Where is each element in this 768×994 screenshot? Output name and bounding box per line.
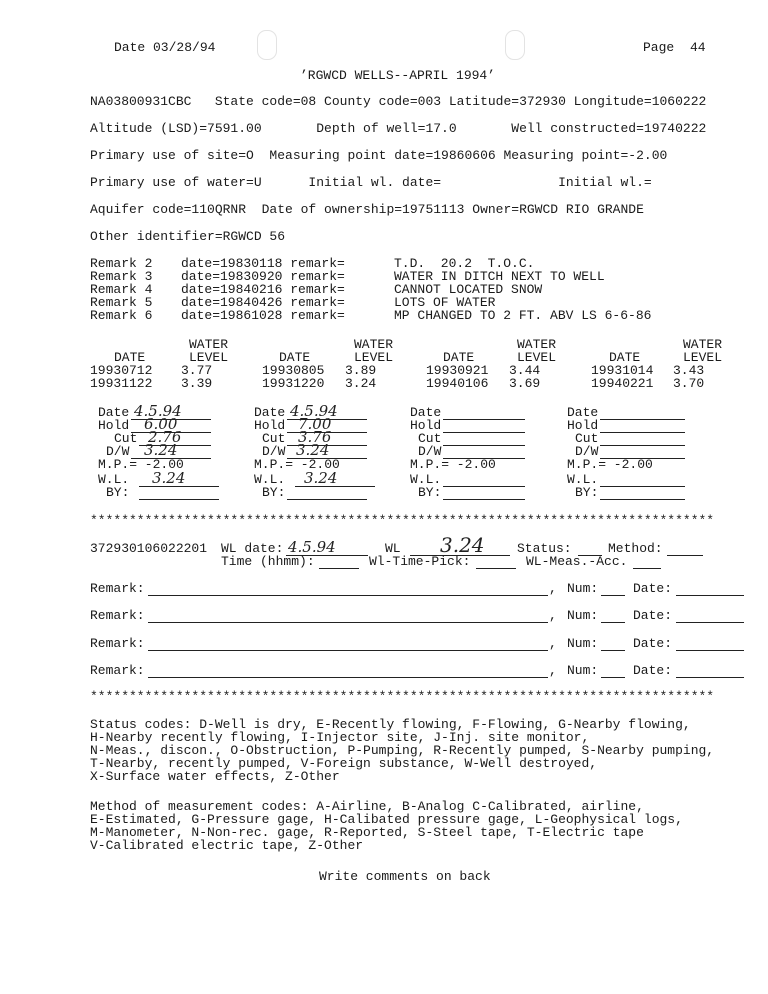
measure-cut-field[interactable] bbox=[600, 445, 685, 446]
table-cell: 3.77 bbox=[181, 363, 213, 378]
measure-cut-field[interactable] bbox=[443, 445, 525, 446]
measure-hold-label: Hold bbox=[410, 418, 442, 433]
header-page-number: 44 bbox=[690, 40, 706, 55]
remark-comma: , bbox=[549, 663, 557, 678]
remark-date-field[interactable] bbox=[676, 595, 744, 596]
measure-mp: M.P.= -2.00 bbox=[254, 457, 340, 472]
header-page-label: Page bbox=[643, 40, 675, 55]
site-line-6: Other identifier=RGWCD 56 bbox=[90, 229, 286, 244]
remark-num-field[interactable] bbox=[601, 677, 625, 678]
remark-line-label: Remark: bbox=[90, 636, 145, 651]
table-cell: 3.69 bbox=[509, 376, 541, 391]
measure-dw-label: D/W bbox=[262, 444, 286, 459]
remark-date-label: Date: bbox=[633, 608, 673, 623]
handwritten-cut: 2.76 bbox=[148, 428, 182, 446]
handwritten-date: 4.5.94 bbox=[290, 402, 338, 420]
remark-comma: , bbox=[549, 581, 557, 596]
method-field[interactable] bbox=[667, 555, 703, 556]
measure-date-field[interactable] bbox=[443, 419, 525, 420]
remark-num-label: Num: bbox=[567, 608, 599, 623]
remark-line-label: Remark: bbox=[90, 581, 145, 596]
measure-mp: M.P.= -2.00 bbox=[567, 457, 653, 472]
handwritten-date: 4.5.94 bbox=[134, 402, 182, 420]
table-head-level: LEVEL bbox=[683, 350, 723, 365]
status-codes-line: H-Nearby recently flowing, I-Injector site, J-Inj. site monitor, bbox=[90, 730, 590, 745]
handwritten-hold: 7.00 bbox=[298, 415, 332, 433]
measure-wl-field[interactable] bbox=[295, 486, 375, 487]
table-head-water: WATER bbox=[189, 337, 229, 352]
table-cell: 19931122 bbox=[90, 376, 153, 391]
handwritten-wl: 3.24 bbox=[152, 469, 186, 487]
measure-by-label: BY: bbox=[418, 485, 442, 500]
measure-dw-label: D/W bbox=[575, 444, 599, 459]
wl-meas-acc-field[interactable] bbox=[633, 568, 661, 569]
remark-label: Remark 6 bbox=[90, 308, 153, 323]
measure-date-label: Date bbox=[254, 405, 286, 420]
asterisk-divider: ******************************************************************************** bbox=[90, 690, 715, 704]
remark-num-field[interactable] bbox=[601, 622, 625, 623]
table-cell: 3.70 bbox=[673, 376, 705, 391]
measure-wl-field[interactable] bbox=[443, 486, 525, 487]
status-codes-line: X-Surface water effects, Z-Other bbox=[90, 769, 340, 784]
wl-label: WL bbox=[385, 541, 401, 556]
remark-date-field[interactable] bbox=[676, 677, 744, 678]
measure-by-label: BY: bbox=[106, 485, 130, 500]
status-label: Status: bbox=[517, 541, 572, 556]
measure-wl-field[interactable] bbox=[139, 486, 219, 487]
table-head-water: WATER bbox=[683, 337, 723, 352]
hole-punch-mark bbox=[257, 30, 277, 60]
remark-text: CANNOT LOCATED SNOW bbox=[394, 282, 543, 297]
measure-cut-label: Cut bbox=[114, 431, 138, 446]
remark-label: Remark 3 bbox=[90, 269, 153, 284]
hole-punch-mark bbox=[505, 30, 525, 60]
remark-label: Remark 4 bbox=[90, 282, 153, 297]
site-line-1: NA03800931CBC State code=08 County code=003 Latitude=372930 Longitude=1060222 bbox=[90, 94, 707, 109]
remark-line-field[interactable] bbox=[148, 650, 548, 651]
handwritten-wl: 3.24 bbox=[440, 533, 485, 557]
measure-wl-label: W.L. bbox=[98, 472, 130, 487]
header-date: Date 03/28/94 bbox=[114, 40, 216, 55]
measure-by-field[interactable] bbox=[139, 499, 219, 500]
wl-date-label: WL date: bbox=[221, 541, 284, 556]
remark-line-field[interactable] bbox=[148, 595, 548, 596]
remark-text: T.D. 20.2 T.O.C. bbox=[394, 256, 535, 271]
handwritten-dw: 3.24 bbox=[144, 441, 178, 459]
remark-line-label: Remark: bbox=[90, 663, 145, 678]
remark-entry: date=19830118 remark= bbox=[181, 256, 345, 271]
site-line-4: Primary use of water=U Initial wl. date= Initial wl.= bbox=[90, 175, 652, 190]
table-cell: 19940221 bbox=[591, 376, 654, 391]
time-label: Time (hhmm): bbox=[221, 554, 315, 569]
remark-date-field[interactable] bbox=[676, 650, 744, 651]
table-head-level: LEVEL bbox=[517, 350, 557, 365]
remark-num-label: Num: bbox=[567, 636, 599, 651]
table-head-date: DATE bbox=[114, 350, 146, 365]
measure-hold-label: Hold bbox=[98, 418, 130, 433]
table-cell: 3.39 bbox=[181, 376, 213, 391]
status-codes-line: T-Nearby, recently pumped, V-Foreign substance, W-Well destroyed, bbox=[90, 756, 598, 771]
measure-date-label: Date bbox=[410, 405, 442, 420]
measure-hold-field[interactable] bbox=[600, 432, 685, 433]
table-head-water: WATER bbox=[517, 337, 557, 352]
table-head-water: WATER bbox=[354, 337, 394, 352]
method-label: Method: bbox=[608, 541, 663, 556]
remark-num-field[interactable] bbox=[601, 595, 625, 596]
site-line-2: Altitude (LSD)=7591.00 Depth of well=17.0 Well constructed=19740222 bbox=[90, 121, 707, 136]
site-line-3: Primary use of site=O Measuring point date=19860606 Measuring point=-2.00 bbox=[90, 148, 668, 163]
remark-line-label: Remark: bbox=[90, 608, 145, 623]
table-cell: 19930805 bbox=[262, 363, 325, 378]
site-id: 372930106022201 bbox=[90, 541, 208, 556]
measure-date-field[interactable] bbox=[600, 419, 685, 420]
footer-note: Write comments on back bbox=[319, 869, 491, 884]
table-cell: 3.43 bbox=[673, 363, 705, 378]
measure-by-field[interactable] bbox=[443, 499, 525, 500]
table-head-date: DATE bbox=[279, 350, 311, 365]
remark-entry: date=19840426 remark= bbox=[181, 295, 345, 310]
handwritten-hold: 6.00 bbox=[144, 415, 178, 433]
handwritten-cut: 3.76 bbox=[298, 428, 332, 446]
remark-date-label: Date: bbox=[633, 636, 673, 651]
table-head-date: DATE bbox=[609, 350, 641, 365]
wl-meas-acc-label: WL-Meas.-Acc. bbox=[526, 554, 628, 569]
wl-time-pick-label: Wl-Time-Pick: bbox=[369, 554, 471, 569]
remark-label: Remark 2 bbox=[90, 256, 153, 271]
measure-by-label: BY: bbox=[262, 485, 286, 500]
remark-comma: , bbox=[549, 636, 557, 651]
measure-date-label: Date bbox=[567, 405, 599, 420]
measure-mp: M.P.= -2.00 bbox=[410, 457, 496, 472]
table-cell: 3.44 bbox=[509, 363, 541, 378]
time-field[interactable] bbox=[319, 568, 359, 569]
table-cell: 19931014 bbox=[591, 363, 654, 378]
measure-dw-label: D/W bbox=[106, 444, 130, 459]
asterisk-divider: ******************************************************************************** bbox=[90, 514, 715, 528]
remark-num-label: Num: bbox=[567, 581, 599, 596]
table-cell: 19930921 bbox=[426, 363, 489, 378]
measure-by-field[interactable] bbox=[600, 499, 685, 500]
measure-cut-label: Cut bbox=[418, 431, 442, 446]
measure-wl-label: W.L. bbox=[410, 472, 442, 487]
measure-cut-label: Cut bbox=[262, 431, 286, 446]
remark-text: LOTS OF WATER bbox=[394, 295, 496, 310]
measure-by-field[interactable] bbox=[287, 499, 367, 500]
document-title: ’RGWCD WELLS--APRIL 1994’ bbox=[300, 68, 496, 83]
measure-by-label: BY: bbox=[575, 485, 599, 500]
remark-date-label: Date: bbox=[633, 581, 673, 596]
remark-comma: , bbox=[549, 608, 557, 623]
measure-wl-label: W.L. bbox=[567, 472, 599, 487]
remark-num-field[interactable] bbox=[601, 650, 625, 651]
remark-date-field[interactable] bbox=[676, 622, 744, 623]
handwritten-wl-date: 4.5.94 bbox=[288, 538, 336, 556]
method-codes-title: Method of measurement codes: A-Airline, B-Analog C-Calibrated, airline, bbox=[90, 799, 644, 814]
remark-line-field[interactable] bbox=[148, 622, 548, 623]
table-cell: 3.24 bbox=[345, 376, 377, 391]
table-head-date: DATE bbox=[443, 350, 475, 365]
remark-label: Remark 5 bbox=[90, 295, 153, 310]
table-head-level: LEVEL bbox=[354, 350, 394, 365]
method-codes-line: M-Manometer, N-Non-rec. gage, R-Reported, S-Steel tape, T-Electric tape bbox=[90, 825, 644, 840]
remark-date-label: Date: bbox=[633, 663, 673, 678]
table-cell: 19930712 bbox=[90, 363, 153, 378]
remark-num-label: Num: bbox=[567, 663, 599, 678]
remark-text: MP CHANGED TO 2 FT. ABV LS 6-6-86 bbox=[394, 308, 652, 323]
measure-hold-field[interactable] bbox=[443, 432, 525, 433]
remark-line-field[interactable] bbox=[148, 677, 548, 678]
measure-wl-field[interactable] bbox=[600, 486, 685, 487]
table-cell: 19940106 bbox=[426, 376, 489, 391]
table-cell: 3.89 bbox=[345, 363, 377, 378]
table-cell: 19931220 bbox=[262, 376, 325, 391]
measure-wl-label: W.L. bbox=[254, 472, 286, 487]
site-line-5: Aquifer code=110QRNR Date of ownership=19751113 Owner=RGWCD RIO GRANDE bbox=[90, 202, 644, 217]
measure-date-label: Date bbox=[98, 405, 130, 420]
remark-entry: date=19861028 remark= bbox=[181, 308, 345, 323]
remark-entry: date=19830920 remark= bbox=[181, 269, 345, 284]
remark-entry: date=19840216 remark= bbox=[181, 282, 345, 297]
handwritten-dw: 3.24 bbox=[296, 441, 330, 459]
status-codes-title: Status codes: D-Well is dry, E-Recently flowing, F-Flowing, G-Nearby flowing, bbox=[90, 717, 691, 732]
method-codes-line: V-Calibrated electric tape, Z-Other bbox=[90, 838, 364, 853]
wl-time-pick-field[interactable] bbox=[476, 568, 516, 569]
method-codes-line: E-Estimated, G-Pressure gage, H-Calibated pressure gage, L-Geophysical logs, bbox=[90, 812, 683, 827]
handwritten-wl: 3.24 bbox=[304, 469, 338, 487]
remark-text: WATER IN DITCH NEXT TO WELL bbox=[394, 269, 605, 284]
measure-cut-label: Cut bbox=[575, 431, 599, 446]
measure-hold-label: Hold bbox=[254, 418, 286, 433]
table-head-level: LEVEL bbox=[189, 350, 229, 365]
measure-hold-label: Hold bbox=[567, 418, 599, 433]
measure-dw-label: D/W bbox=[418, 444, 442, 459]
status-codes-line: N-Meas., discon., O-Obstruction, P-Pumping, R-Recently pumped, S-Nearby pumping, bbox=[90, 743, 715, 758]
measure-mp: M.P.= -2.00 bbox=[98, 457, 184, 472]
